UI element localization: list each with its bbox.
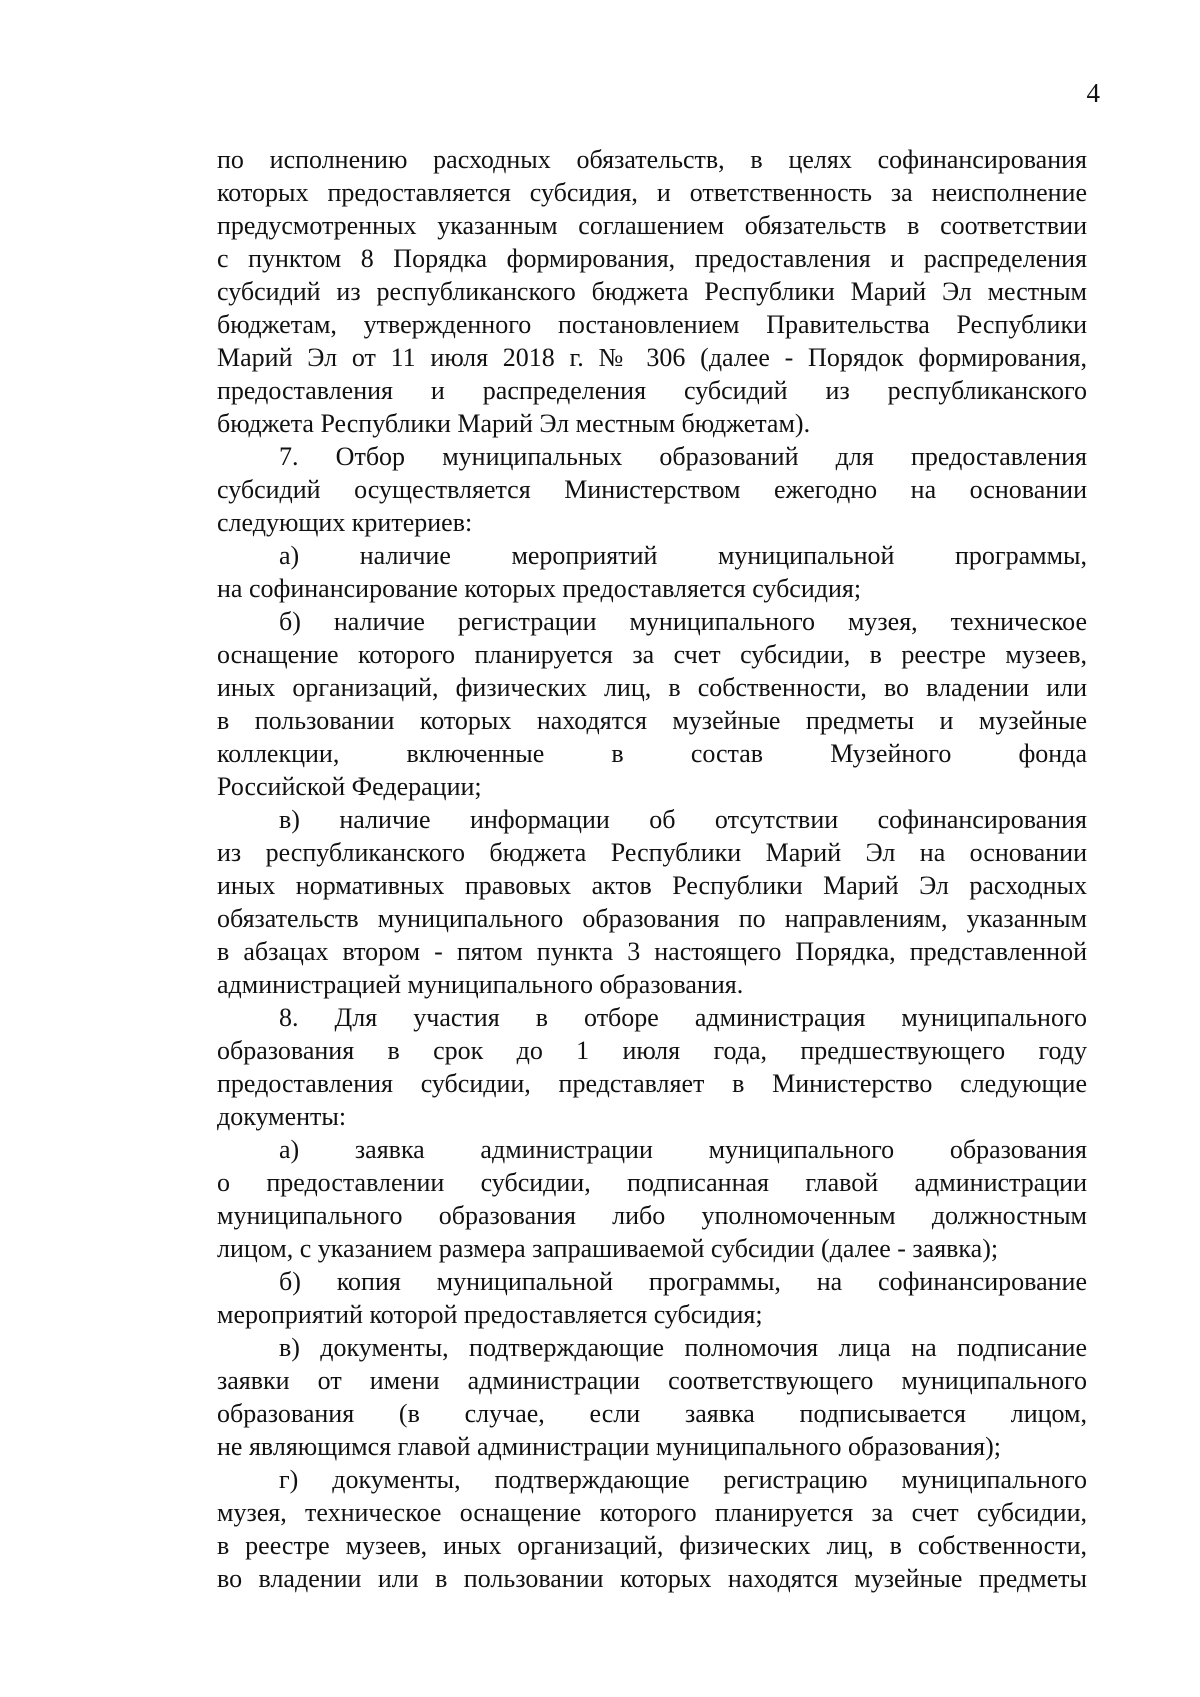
text-line: 7. Отбор муниципальных образований для предоставления [279,442,1087,471]
text-line: образования (в случае, если заявка подписывается лицом, [217,1399,1087,1428]
text-line: оснащение которого планируется за счет субсидии, в реестре музеев, [217,640,1087,669]
text-line: музея, техническое оснащение которого планируется за счет субсидии, [217,1498,1087,1527]
text-line: заявки от имени администрации соответствующего муниципального [217,1366,1087,1395]
text-line: которых предоставляется субсидия, и ответственность за неисполнение [217,178,1087,207]
paragraph [217,539,1087,605]
text-line: коллекции, включенные в состав Музейного фонда [217,739,1087,768]
text-line: б) наличие регистрации муниципального музея, техническое [279,607,1087,636]
text-line: во владении или в пользовании которых находятся музейные предметы [217,1564,1087,1593]
text-line: бюджета Республики Марий Эл местным бюджетам). [217,409,811,438]
text-line: субсидий осуществляется Министерством ежегодно на основании [217,475,1087,504]
text-line: на софинансирование которых предоставляется субсидия; [217,574,862,603]
text-line: иных нормативных правовых актов Республики Марий Эл расходных [217,871,1087,900]
text-line: лицом, с указанием размера запрашиваемой субсидии (далее - заявка); [217,1234,999,1263]
text-line: по исполнению расходных обязательств, в целях софинансирования [217,145,1087,174]
paragraph [217,143,1087,440]
page-number: 4 [1086,78,1100,108]
text-line: а) заявка администрации муниципального образования [279,1135,1087,1164]
text-line: Марий Эл от 11 июля 2018 г. № 306 (далее - Порядок формирования, [217,343,1087,372]
text-line: образования в срок до 1 июля года, предшествующего году [217,1036,1087,1065]
text-line: предоставления субсидии, представляет в Министерство следующие [217,1069,1087,1098]
paragraph [217,1265,1087,1331]
text-line: Российской Федерации; [217,772,482,801]
text-line: администрацией муниципального образования. [217,970,744,999]
paragraph [217,605,1087,803]
text-line: в) документы, подтверждающие полномочия лица на подписание [279,1333,1087,1362]
text-line: с пунктом 8 Порядка формирования, предоставления и распределения [217,244,1087,273]
paragraph [217,1133,1087,1265]
text-line: следующих критериев: [217,508,473,537]
paragraph [217,1001,1087,1133]
text-line: предусмотренных указанным соглашением обязательств в соответствии [217,211,1087,240]
text-line: документы: [217,1102,347,1131]
text-line: из республиканского бюджета Республики Марий Эл на основании [217,838,1087,867]
text-line: о предоставлении субсидии, подписанная главой администрации [217,1168,1087,1197]
text-line: не являющимся главой администрации муниципального образования); [217,1432,1002,1461]
paragraph [217,1331,1087,1463]
text-line: обязательств муниципального образования по направлениям, указанным [217,904,1087,933]
text-line: муниципального образования либо уполномоченным должностным [217,1201,1087,1230]
text-line: в) наличие информации об отсутствии софинансирования [279,805,1087,834]
paragraph [217,1463,1087,1595]
text-line: в пользовании которых находятся музейные предметы и музейные [217,706,1087,735]
text-line: предоставления и распределения субсидий из республиканского [217,376,1087,405]
text-line: б) копия муниципальной программы, на софинансирование [279,1267,1087,1296]
text-line: мероприятий которой предоставляется субсидия; [217,1300,763,1329]
text-line: субсидий из республиканского бюджета Республики Марий Эл местным [217,277,1087,306]
text-line: 8. Для участия в отборе администрация муниципального [279,1003,1087,1032]
text-line: в абзацах втором - пятом пункта 3 настоящего Порядка, представленной [217,937,1087,966]
paragraph [217,440,1087,539]
text-line: бюджетам, утвержденного постановлением Правительства Республики [217,310,1087,339]
text-line: в реестре музеев, иных организаций, физических лиц, в собственности, [217,1531,1087,1560]
document-body [217,143,1087,1595]
text-line: г) документы, подтверждающие регистрацию муниципального [279,1465,1087,1494]
text-line: иных организаций, физических лиц, в собственности, во владении или [217,673,1087,702]
paragraph [217,803,1087,1001]
text-line: а) наличие мероприятий муниципальной программы, [279,541,1087,570]
